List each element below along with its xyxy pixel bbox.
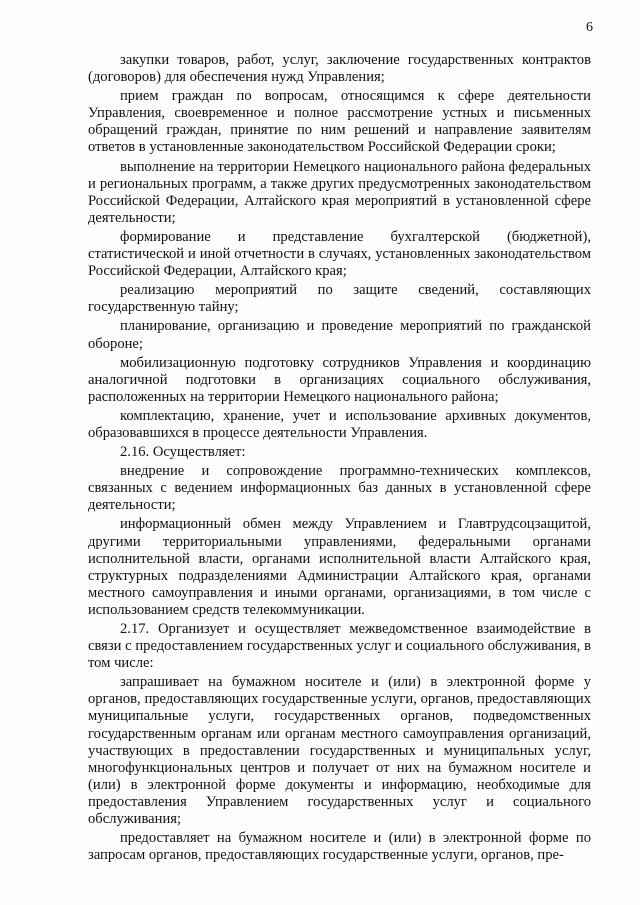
paragraph-requests-documents: запрашивает на бумажном носителе и (или) в электронной форме у органов, предоставляющих государственные услуги, органов, предоставляющих муниципальные услуги, государственных органов, подведомственных государственным органам или органам местного самоуправления организаций, участвующих в предоставлении государственных и муниципальных услуг, многофункциональных центров и получает от них на бумажном носителе и (или) в электронной форме документы и информацию, необходимые для предоставления Управлением государственных услуг и социального обслуживания; <box>88 674 591 828</box>
page-number: 6 <box>586 20 593 35</box>
paragraph-procurement: закупки товаров, работ, услуг, заключение государственных контрактов (договоров) для обеспечения нужд Управления; <box>88 52 591 86</box>
paragraph-citizen-reception: прием граждан по вопросам, относящимся к сфере деятельности Управления, своевременное и полное рассмотрение устных и письменных обращений граждан, принятие по ним решений и направление заявителям ответов в установленные законодательством Российской Федерации сроки; <box>88 88 591 156</box>
section-paragraph-2-17: 2.17. Организует и осуществляет межведомственное взаимодействие в связи с предоставлением государственных услуг и социального обслуживания, в том числе: <box>88 621 591 672</box>
paragraph-information-exchange: информационный обмен между Управлением и Главтрудсоцзащитой, другими территориальными управлениями, федеральными органами исполнительной власти, органами исполнительной власти Алтайского края, структурных подразделениями Администрации Алтайского края, органами местного самоуправления и иными органами, организациями, в том числе с использованием средств телекоммуникации. <box>88 516 591 618</box>
paragraph-state-secret: реализацию мероприятий по защите сведений, составляющих государственную тайну; <box>88 282 591 316</box>
paragraph-reporting: формирование и представление бухгалтерской (бюджетной), статистической и иной отчетности в случаях, установленных законодательством Российской Федерации, Алтайского края; <box>88 228 591 280</box>
paragraph-provides-documents: предоставляет на бумажном носителе и (или) в электронной форме по запросам органов, предоставляющих государственные услуги, органов, пре- <box>88 830 591 864</box>
document-body <box>88 52 591 864</box>
paragraph-programs: выполнение на территории Немецкого национального района федеральных и региональных программ, а также других предусмотренных законодательством Российской Федерации, Алтайского края мероприятий в установленной сфере деятельности; <box>88 158 591 226</box>
paragraph-software-complexes: внедрение и сопровождение программно-технических комплексов, связанных с ведением информационных баз данных в установленной сфере деятельности; <box>88 463 591 514</box>
paragraph-mobilization: мобилизационную подготовку сотрудников Управления и координацию аналогичной подготовки в организациях социального обслуживания, расположенных на территории Немецкого национального района; <box>88 354 591 405</box>
section-heading-2-16: 2.16. Осуществляет: <box>120 444 246 461</box>
paragraph-archives: комплектацию, хранение, учет и использование архивных документов, образовавшихся в процессе деятельности Управления. <box>88 407 591 441</box>
paragraph-civil-defense: планирование, организацию и проведение мероприятий по гражданской обороне; <box>88 318 591 352</box>
